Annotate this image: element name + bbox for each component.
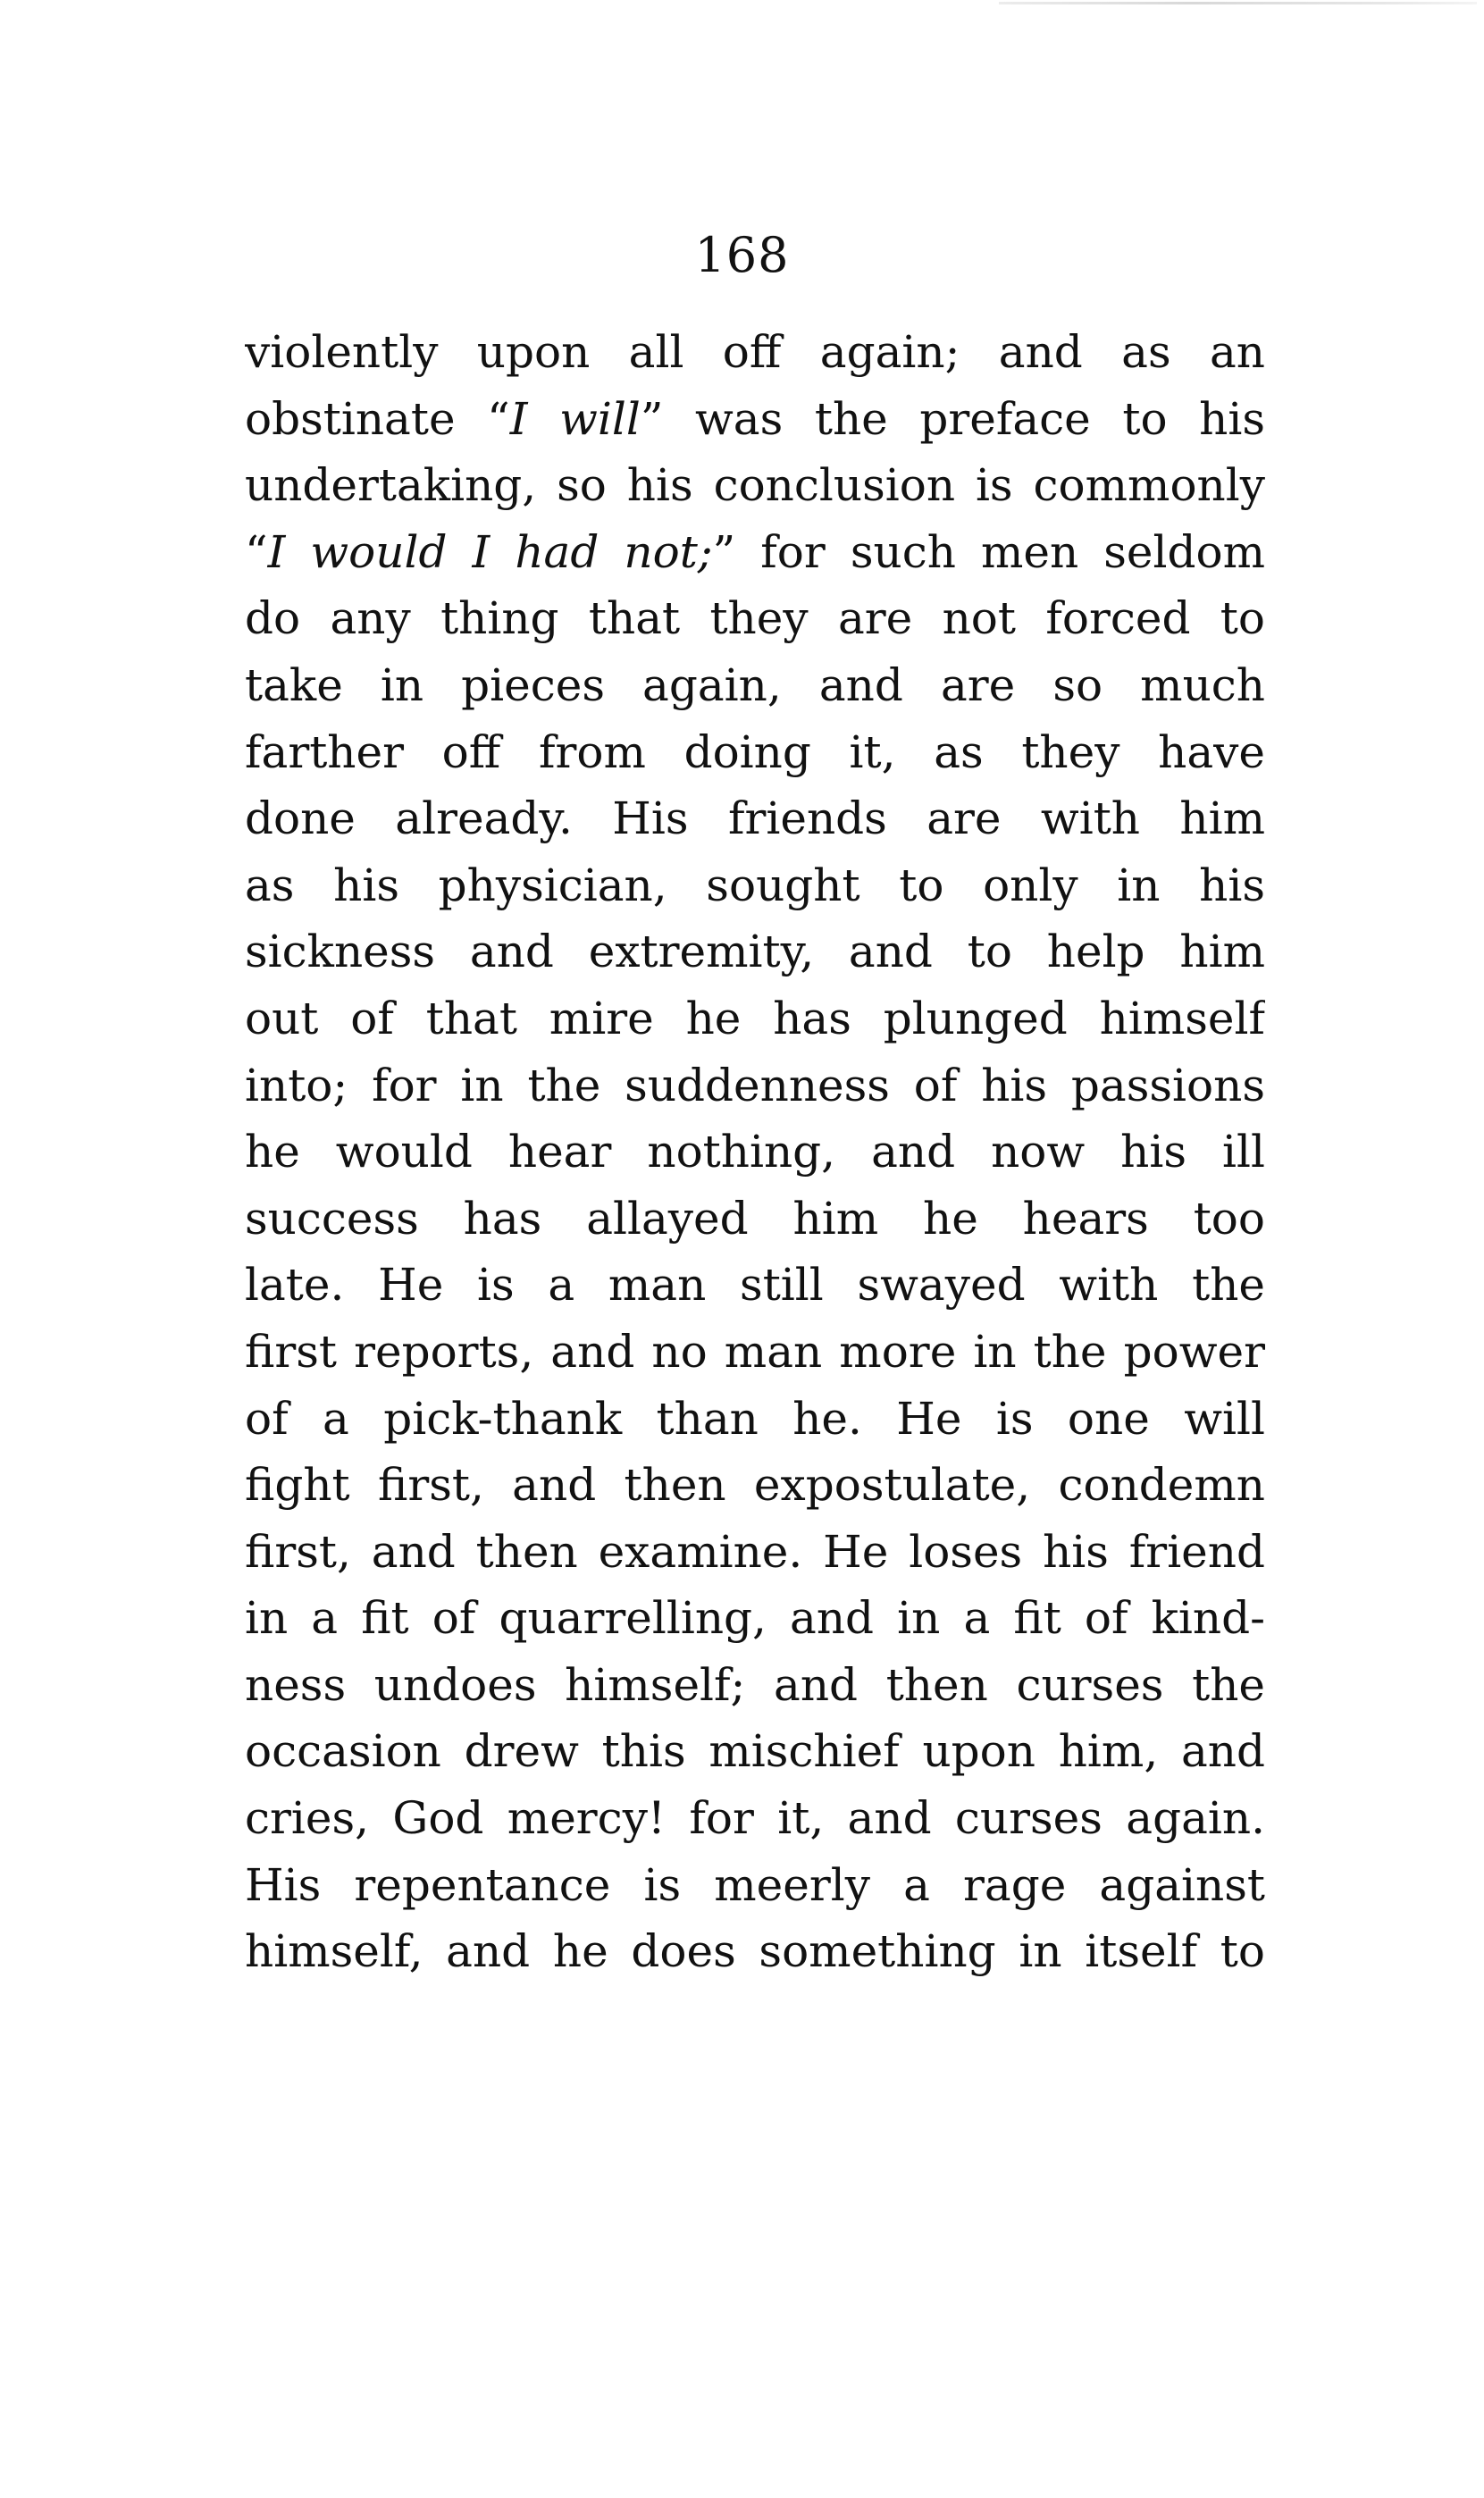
text-run: cries, God mercy! for it, and curses again.: [245, 1792, 1265, 1845]
text-run: first, and then examine. He loses his friend: [245, 1525, 1265, 1578]
text-run: out of that mire he has plunged himself: [245, 992, 1265, 1044]
text-line: [245, 1718, 1265, 1785]
text-run: ” for such men seldom: [712, 525, 1265, 578]
italic-run: I would I had not;: [267, 525, 713, 578]
text-line: [245, 1052, 1265, 1119]
scan-edge-mark: [999, 2, 1477, 4]
text-line: [245, 386, 1265, 453]
text-line: [245, 1452, 1265, 1519]
text-run: sickness and extremity, and to help him: [245, 926, 1265, 978]
text-run: himself, and he does something in itself to: [245, 1925, 1265, 1978]
text-line: [245, 1119, 1265, 1186]
text-run: His repentance is meerly a rage against: [245, 1858, 1265, 1911]
text-run: done already. His friends are with him: [245, 792, 1265, 845]
text-line: [245, 452, 1265, 519]
text-run: fight first, and then expostulate, condemn: [245, 1459, 1265, 1512]
text-line: [245, 1252, 1265, 1319]
text-run: obstinate “: [245, 392, 510, 445]
text-line: [245, 1785, 1265, 1852]
text-run: late. He is a man still swayed with the: [245, 1259, 1265, 1312]
text-run: “: [245, 525, 268, 578]
text-line: [245, 1652, 1265, 1719]
text-run: ” was the preface to his: [640, 392, 1265, 445]
text-line: [245, 1519, 1265, 1586]
text-run: success has allayed him he hears too: [245, 1192, 1265, 1245]
text-line: [245, 652, 1265, 719]
text-run: violently upon all off again; and as an: [245, 326, 1265, 378]
text-line: [245, 785, 1265, 852]
text-run: he would hear nothing, and now his ill: [245, 1126, 1265, 1178]
text-line: [245, 1319, 1265, 1386]
italic-run: I will: [509, 392, 641, 445]
text-run: take in pieces again, and are so much: [245, 658, 1265, 711]
text-line: [245, 985, 1265, 1052]
text-run: into; for in the suddenness of his passions: [245, 1059, 1265, 1111]
body-text: [245, 319, 1265, 1985]
text-run: ness undoes himself; and then curses the: [245, 1658, 1265, 1711]
text-run: in a fit of quarrelling, and in a fit of kind-: [245, 1592, 1265, 1645]
text-run: of a pick-thank than he. He is one will: [245, 1392, 1265, 1445]
page-number: 168: [694, 227, 790, 283]
text-line: [245, 1852, 1265, 1919]
text-run: as his physician, sought to only in his: [245, 859, 1265, 911]
text-line: [245, 719, 1265, 786]
text-line: [245, 918, 1265, 985]
text-run: undertaking, so his conclusion is commonly: [245, 459, 1265, 512]
text-line: [245, 519, 1265, 586]
text-line: [245, 852, 1265, 919]
text-run: farther off from doing it, as they have: [245, 725, 1265, 778]
text-line: [245, 585, 1265, 652]
text-run: do any thing that they are not forced to: [245, 592, 1265, 645]
text-line: [245, 1918, 1265, 1985]
text-run: first reports, and no man more in the power: [245, 1325, 1265, 1378]
text-line: [245, 319, 1265, 386]
text-run: occasion drew this mischief upon him, and: [245, 1725, 1265, 1778]
text-line: [245, 1585, 1265, 1652]
text-line: [245, 1186, 1265, 1253]
text-line: [245, 1386, 1265, 1453]
